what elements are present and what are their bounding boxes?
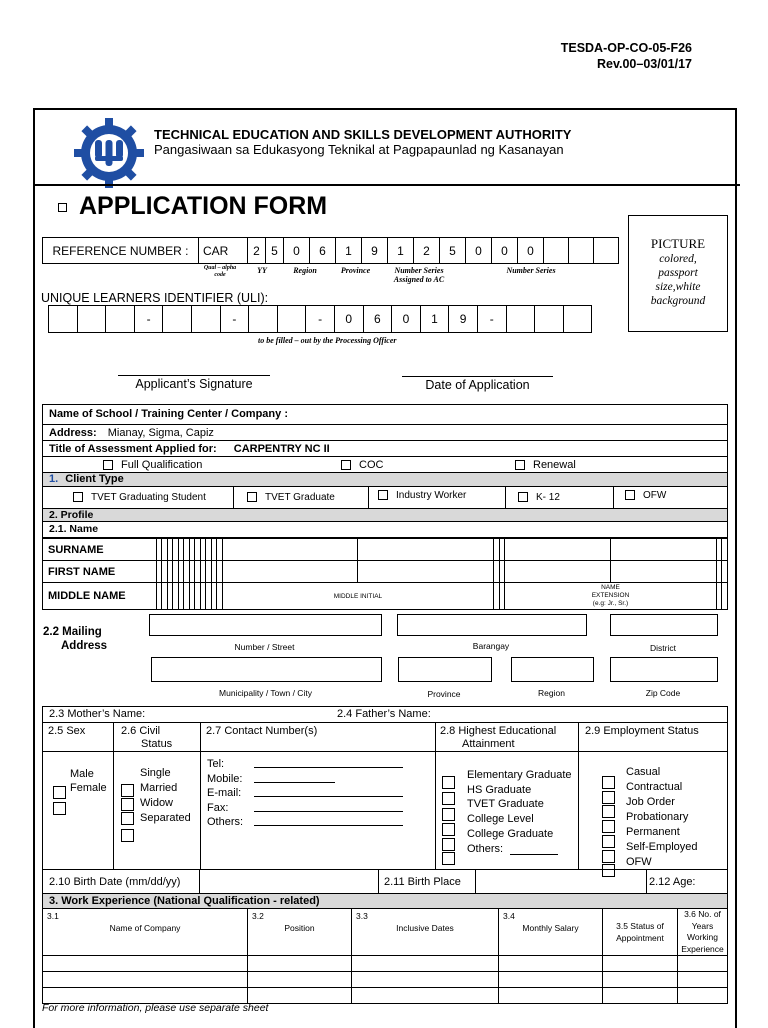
education-option-label: Elementary Graduate bbox=[467, 769, 572, 781]
mobile-line[interactable] bbox=[254, 782, 335, 783]
address-value: Mianay, Sigma, Capiz bbox=[107, 427, 214, 439]
address-label: Address: bbox=[49, 427, 97, 439]
barangay-caption: Barangay bbox=[472, 641, 510, 651]
checkbox-icon[interactable] bbox=[73, 492, 83, 502]
work-col-label: 3.5 Status of bbox=[616, 921, 664, 931]
mother-name-label: 2.3 Mother’s Name: bbox=[49, 708, 146, 720]
municipality-caption: Municipality / Town / City bbox=[219, 688, 312, 698]
reference-caption: Region bbox=[293, 266, 317, 275]
birth-place-label: 2.11 Birth Place bbox=[384, 876, 461, 888]
civil-option-label: Separated bbox=[140, 812, 191, 824]
street-input[interactable] bbox=[149, 614, 382, 636]
work-cell[interactable] bbox=[352, 972, 499, 988]
employment-checkbox[interactable] bbox=[602, 805, 615, 818]
others-line[interactable] bbox=[254, 825, 403, 826]
divider bbox=[435, 723, 436, 870]
work-cell[interactable] bbox=[603, 956, 678, 972]
work-col-years bbox=[678, 909, 728, 956]
reference-cell[interactable]: 5 bbox=[440, 238, 466, 264]
uli-cell[interactable] bbox=[191, 306, 220, 333]
parents-row[interactable] bbox=[42, 706, 728, 723]
zip-code-caption: Zip Code bbox=[645, 688, 681, 698]
education-options bbox=[467, 768, 572, 856]
client-option-label: Industry Worker bbox=[396, 490, 467, 501]
header-divider bbox=[33, 184, 740, 186]
education-checkbox[interactable] bbox=[442, 792, 455, 805]
employment-checkbox[interactable] bbox=[602, 791, 615, 804]
address-row[interactable] bbox=[42, 424, 728, 441]
divider bbox=[233, 487, 234, 510]
form-code bbox=[561, 40, 692, 72]
divider bbox=[646, 870, 647, 894]
uli-table bbox=[48, 305, 592, 333]
birth-date-input[interactable] bbox=[200, 870, 378, 894]
picture-note: passport bbox=[658, 267, 698, 279]
email-line[interactable] bbox=[254, 796, 403, 797]
uli-cell[interactable]: - bbox=[134, 306, 163, 333]
work-cell[interactable] bbox=[43, 972, 248, 988]
work-cell[interactable] bbox=[603, 988, 678, 1004]
reference-cell[interactable]: CAR bbox=[199, 238, 248, 264]
name-cell[interactable] bbox=[222, 561, 358, 583]
client-option-label: OFW bbox=[643, 490, 667, 501]
coc-label: COC bbox=[359, 459, 384, 471]
district-input[interactable] bbox=[610, 614, 718, 636]
work-cell[interactable] bbox=[678, 972, 728, 988]
street-caption: Number / Street bbox=[234, 642, 295, 652]
education-label-line: Attainment bbox=[462, 738, 515, 750]
picture-label: PICTURE bbox=[650, 236, 706, 251]
school-label: Name of School / Training Center / Company : bbox=[49, 408, 288, 420]
checkbox-bullet-icon bbox=[58, 203, 67, 212]
name-cell[interactable] bbox=[722, 583, 728, 610]
work-col-number: 3.2 bbox=[252, 911, 264, 921]
work-cell[interactable] bbox=[43, 956, 248, 972]
full-qualification-label: Full Qualification bbox=[121, 459, 203, 471]
divider bbox=[200, 723, 201, 870]
divider bbox=[113, 723, 114, 870]
organization-header bbox=[154, 127, 571, 157]
work-col-position bbox=[248, 909, 352, 956]
work-col-number: 3.1 bbox=[47, 911, 59, 921]
education-checkbox[interactable] bbox=[442, 776, 455, 789]
checkbox-icon[interactable] bbox=[247, 492, 257, 502]
name-extension-text: NAME bbox=[601, 584, 620, 591]
client-option-label: TVET Graduate bbox=[265, 492, 335, 503]
uli-cell[interactable]: - bbox=[220, 306, 249, 333]
sex-option-label: Male bbox=[70, 768, 94, 780]
sex-option-label: Female bbox=[70, 782, 107, 794]
checkbox-icon[interactable] bbox=[103, 460, 113, 470]
reference-cell[interactable]: 0 bbox=[492, 238, 518, 264]
employment-option-label: Contractual bbox=[626, 781, 683, 793]
divider bbox=[378, 870, 379, 894]
work-col-salary bbox=[499, 909, 603, 956]
coc-option[interactable] bbox=[341, 459, 383, 471]
client-type-number: 1. bbox=[49, 473, 59, 485]
education-checkbox[interactable] bbox=[442, 852, 455, 865]
name-extension-text: EXTENSION bbox=[591, 592, 630, 599]
single-checkbox[interactable] bbox=[121, 784, 134, 797]
client-option-label: K- 12 bbox=[536, 492, 560, 503]
picture-note: background bbox=[650, 295, 706, 307]
divider bbox=[368, 487, 369, 510]
uli-cell[interactable]: - bbox=[477, 306, 506, 333]
uli-cell[interactable]: 0 bbox=[334, 306, 363, 333]
work-experience-table bbox=[42, 908, 728, 1004]
civil-option-label: Married bbox=[140, 782, 178, 794]
work-row bbox=[43, 972, 728, 988]
client-option-graduate[interactable] bbox=[247, 492, 335, 503]
region-caption: Region bbox=[538, 688, 565, 698]
middle-initial-label: MIDDLE INITIAL bbox=[222, 583, 493, 610]
uli-cell[interactable] bbox=[249, 306, 278, 333]
reference-cell[interactable]: 1 bbox=[388, 238, 414, 264]
employment-option-label: Self-Employed bbox=[626, 841, 698, 853]
name-cell[interactable] bbox=[358, 539, 494, 561]
signature-line[interactable] bbox=[118, 375, 270, 376]
contact-field-label: E-mail: bbox=[207, 787, 242, 799]
uli-cell[interactable] bbox=[277, 306, 306, 333]
surname-row bbox=[43, 539, 728, 561]
education-option-label: Others: bbox=[467, 842, 504, 855]
renewal-label: Renewal bbox=[533, 459, 576, 471]
employment-option-label: Casual bbox=[626, 766, 661, 778]
reference-number-label: REFERENCE NUMBER : bbox=[43, 238, 199, 264]
signature-label: Applicant’s Signature bbox=[135, 377, 253, 391]
education-option-label: College Level bbox=[467, 813, 534, 826]
education-option-label: TVET Graduate bbox=[467, 798, 544, 811]
assessment-value: CARPENTRY NC II bbox=[233, 443, 330, 455]
work-cell[interactable] bbox=[678, 988, 728, 1004]
education-others-line[interactable] bbox=[510, 854, 558, 855]
contact-field-label: Tel: bbox=[207, 758, 225, 770]
renewal-option[interactable] bbox=[515, 459, 576, 471]
work-col-label: Inclusive Dates bbox=[396, 923, 454, 933]
client-option-label: TVET Graduating Student bbox=[91, 492, 206, 503]
work-cell[interactable] bbox=[352, 956, 499, 972]
reference-caption: YY bbox=[257, 266, 267, 275]
client-type-header bbox=[42, 472, 728, 487]
reference-cell[interactable] bbox=[569, 238, 594, 264]
work-col-label: Appointment bbox=[616, 933, 664, 943]
name-cell[interactable] bbox=[722, 561, 728, 583]
age-label: 2.12 Age: bbox=[649, 876, 696, 888]
reference-cell[interactable]: 0 bbox=[284, 238, 310, 264]
uli-cell[interactable] bbox=[106, 306, 135, 333]
civil-option-label: Widow bbox=[140, 797, 174, 809]
work-row bbox=[43, 956, 728, 972]
employment-options bbox=[626, 765, 698, 870]
name-cell[interactable] bbox=[722, 539, 728, 561]
work-experience-header bbox=[42, 893, 728, 909]
reference-cell[interactable] bbox=[544, 238, 569, 264]
divider bbox=[505, 487, 506, 510]
date-label: Date of Application bbox=[425, 378, 530, 392]
civil-option-label: Single bbox=[140, 767, 171, 779]
reference-cell[interactable]: 1 bbox=[336, 238, 362, 264]
work-col-dates bbox=[352, 909, 499, 956]
uli-cell[interactable]: 1 bbox=[420, 306, 449, 333]
work-cell[interactable] bbox=[603, 972, 678, 988]
contact-field-label: Mobile: bbox=[207, 772, 243, 785]
work-col-label: Years Working bbox=[686, 920, 719, 942]
reference-cell[interactable]: 9 bbox=[362, 238, 388, 264]
work-col-label: 3.6 No. of bbox=[684, 909, 721, 919]
birth-place-input[interactable] bbox=[476, 870, 646, 894]
first-name-row bbox=[43, 561, 728, 583]
form-revision: Rev.00–03/01/17 bbox=[597, 57, 692, 71]
education-label-line: 2.8 Highest Educational bbox=[440, 725, 557, 737]
uli-cell[interactable] bbox=[506, 306, 535, 333]
barangay-input[interactable] bbox=[397, 614, 587, 636]
assessment-label: Title of Assessment Applied for: bbox=[49, 443, 217, 455]
reference-cell[interactable]: 5 bbox=[266, 238, 284, 264]
reference-caption: Number Series Assigned to AC bbox=[393, 266, 445, 284]
checkbox-icon[interactable] bbox=[341, 460, 351, 470]
checkbox-icon[interactable] bbox=[515, 460, 525, 470]
civil-status-label bbox=[121, 725, 172, 751]
contact-label: 2.7 Contact Number(s) bbox=[206, 725, 318, 737]
mailing-label bbox=[43, 625, 107, 653]
tesda-logo-icon bbox=[70, 118, 148, 188]
male-checkbox[interactable] bbox=[53, 786, 66, 799]
first-name-label: FIRST NAME bbox=[43, 561, 157, 583]
work-cell[interactable] bbox=[499, 972, 603, 988]
picture-box[interactable] bbox=[628, 215, 728, 332]
employment-checkbox[interactable] bbox=[602, 835, 615, 848]
profile-header bbox=[42, 508, 728, 522]
work-col-label: Experience bbox=[681, 943, 724, 954]
work-col-label: Name of Company bbox=[109, 923, 181, 933]
work-col-label: Monthly Salary bbox=[522, 923, 579, 933]
work-cell[interactable] bbox=[499, 956, 603, 972]
employment-label: 2.9 Employment Status bbox=[585, 725, 699, 737]
separated-checkbox[interactable] bbox=[121, 829, 134, 842]
checkbox-icon[interactable] bbox=[625, 490, 635, 500]
uli-cell[interactable] bbox=[49, 306, 78, 333]
name-extension-text: (e.g: Jr., Sr.) bbox=[592, 600, 629, 607]
employment-option-label: Permanent bbox=[626, 826, 680, 838]
education-checkbox[interactable] bbox=[442, 808, 455, 821]
work-cell[interactable] bbox=[248, 972, 352, 988]
mailing-label-line: Address bbox=[61, 640, 108, 652]
client-option-k12[interactable] bbox=[518, 492, 560, 503]
uli-label: UNIQUE LEARNERS IDENTIFIER (ULI): bbox=[41, 291, 269, 305]
picture-note: size,white bbox=[655, 281, 701, 293]
reference-cell[interactable]: 2 bbox=[414, 238, 440, 264]
work-header-row bbox=[43, 909, 728, 956]
organization-name: TECHNICAL EDUCATION AND SKILLS DEVELOPMENT AUTHORITY bbox=[154, 127, 572, 142]
uli-cell[interactable] bbox=[535, 306, 564, 333]
employment-checkbox[interactable] bbox=[602, 850, 615, 863]
female-checkbox[interactable] bbox=[53, 802, 66, 815]
education-checkbox[interactable] bbox=[442, 823, 455, 836]
civil-status-label-line: 2.6 Civil bbox=[121, 725, 161, 737]
reference-cell[interactable]: 2 bbox=[248, 238, 266, 264]
reference-cell[interactable]: 0 bbox=[518, 238, 544, 264]
education-label bbox=[440, 725, 556, 751]
name-grid bbox=[42, 538, 728, 610]
district-caption: District bbox=[650, 643, 676, 653]
uli-cell[interactable] bbox=[563, 306, 592, 333]
work-cell[interactable] bbox=[678, 956, 728, 972]
birth-row bbox=[42, 869, 728, 894]
province-input[interactable] bbox=[398, 657, 492, 682]
client-type-row bbox=[42, 486, 728, 509]
client-option-industry[interactable] bbox=[378, 490, 466, 501]
form-code-number: TESDA-OP-CO-05-F26 bbox=[560, 41, 692, 55]
date-line[interactable] bbox=[402, 376, 553, 377]
divider bbox=[613, 487, 614, 510]
footer-note: For more information, please use separate sheet bbox=[42, 1002, 269, 1014]
mailing-label-line: 2.2 Mailing bbox=[43, 626, 102, 638]
contact-fields bbox=[207, 757, 243, 830]
civil-options bbox=[140, 766, 191, 826]
school-row[interactable] bbox=[42, 404, 728, 425]
employment-option-label: OFW bbox=[626, 856, 652, 868]
birth-date-label: 2.10 Birth Date (mm/dd/yy) bbox=[49, 876, 181, 888]
reference-caption: Qual – alpha code bbox=[203, 265, 237, 278]
uli-cell[interactable]: 0 bbox=[392, 306, 421, 333]
contact-field-label: Others: bbox=[207, 816, 244, 828]
uli-cell[interactable] bbox=[163, 306, 192, 333]
work-experience-header-text: 3. Work Experience (National Qualification - related) bbox=[49, 895, 320, 907]
civil-status-label-line: Status bbox=[141, 738, 173, 750]
reference-caption: Province bbox=[340, 266, 371, 275]
married-checkbox[interactable] bbox=[121, 798, 134, 811]
name-cell[interactable] bbox=[505, 561, 611, 583]
name-header-text: 2.1. Name bbox=[49, 523, 99, 535]
middle-name-row bbox=[43, 583, 728, 610]
reference-caption: Number Series bbox=[506, 266, 556, 275]
reference-cell[interactable]: 6 bbox=[310, 238, 336, 264]
region-input[interactable] bbox=[511, 657, 594, 682]
assessment-row[interactable] bbox=[42, 440, 728, 457]
name-cell[interactable] bbox=[505, 539, 611, 561]
divider bbox=[43, 751, 728, 752]
fax-line[interactable] bbox=[254, 811, 403, 812]
widow-checkbox[interactable] bbox=[121, 812, 134, 825]
uli-note: to be filled – out by the Processing Officer bbox=[258, 336, 397, 345]
employment-checkbox[interactable] bbox=[602, 820, 615, 833]
organization-tagline: Pangasiwaan sa Edukasyong Teknikal at Pagpapaunlad ng Kasanayan bbox=[154, 142, 564, 157]
education-checkbox[interactable] bbox=[442, 838, 455, 851]
reference-cell[interactable] bbox=[594, 238, 619, 264]
work-cell[interactable] bbox=[352, 988, 499, 1004]
reference-cell[interactable]: 0 bbox=[466, 238, 492, 264]
employment-option-label: Job Order bbox=[626, 796, 675, 808]
profile-header-text: 2. Profile bbox=[49, 509, 94, 521]
client-option-ofw[interactable] bbox=[625, 490, 666, 501]
client-type-label: Client Type bbox=[65, 473, 124, 485]
form-title bbox=[58, 192, 327, 221]
reference-number-table bbox=[42, 237, 619, 264]
sex-label: 2.5 Sex bbox=[48, 725, 86, 737]
checkbox-icon[interactable] bbox=[378, 490, 388, 500]
sex-options bbox=[70, 767, 107, 795]
work-col-number: 3.3 bbox=[356, 911, 368, 921]
name-cell[interactable] bbox=[222, 539, 358, 561]
work-cell[interactable] bbox=[248, 956, 352, 972]
tel-line[interactable] bbox=[254, 767, 403, 768]
education-option-label: College Graduate bbox=[467, 827, 554, 840]
work-col-appointment bbox=[603, 909, 678, 956]
uli-cell[interactable]: 9 bbox=[449, 306, 478, 333]
qualification-row bbox=[42, 456, 728, 473]
name-header bbox=[42, 521, 728, 538]
father-name-label: 2.4 Father’s Name: bbox=[337, 708, 431, 720]
name-cell[interactable] bbox=[610, 539, 716, 561]
education-option-label: HS Graduate bbox=[467, 783, 532, 796]
uli-cell[interactable]: - bbox=[306, 306, 335, 333]
uli-cell[interactable]: 6 bbox=[363, 306, 392, 333]
work-col-company bbox=[43, 909, 248, 956]
client-option-graduating[interactable] bbox=[73, 492, 206, 503]
employment-checkbox[interactable] bbox=[602, 776, 615, 789]
surname-label: SURNAME bbox=[43, 539, 157, 561]
employment-option-label: Probationary bbox=[626, 811, 689, 823]
zip-code-input[interactable] bbox=[610, 657, 718, 682]
name-cell[interactable] bbox=[610, 561, 716, 583]
checkbox-icon[interactable] bbox=[518, 492, 528, 502]
name-extension-label bbox=[505, 583, 717, 610]
contact-field-label: Fax: bbox=[207, 801, 229, 814]
province-caption: Province bbox=[427, 689, 461, 699]
name-cell[interactable] bbox=[358, 561, 494, 583]
municipality-input[interactable] bbox=[151, 657, 382, 682]
work-cell[interactable] bbox=[499, 988, 603, 1004]
work-col-label: Position bbox=[284, 923, 315, 933]
picture-note: colored, bbox=[659, 253, 697, 265]
work-col-number: 3.4 bbox=[503, 911, 515, 921]
middle-name-label: MIDDLE NAME bbox=[43, 583, 157, 610]
divider bbox=[578, 723, 579, 870]
uli-cell[interactable] bbox=[77, 306, 106, 333]
personal-info-block bbox=[42, 722, 728, 870]
form-title-text: APPLICATION FORM bbox=[79, 192, 328, 220]
full-qualification-option[interactable] bbox=[103, 459, 202, 471]
